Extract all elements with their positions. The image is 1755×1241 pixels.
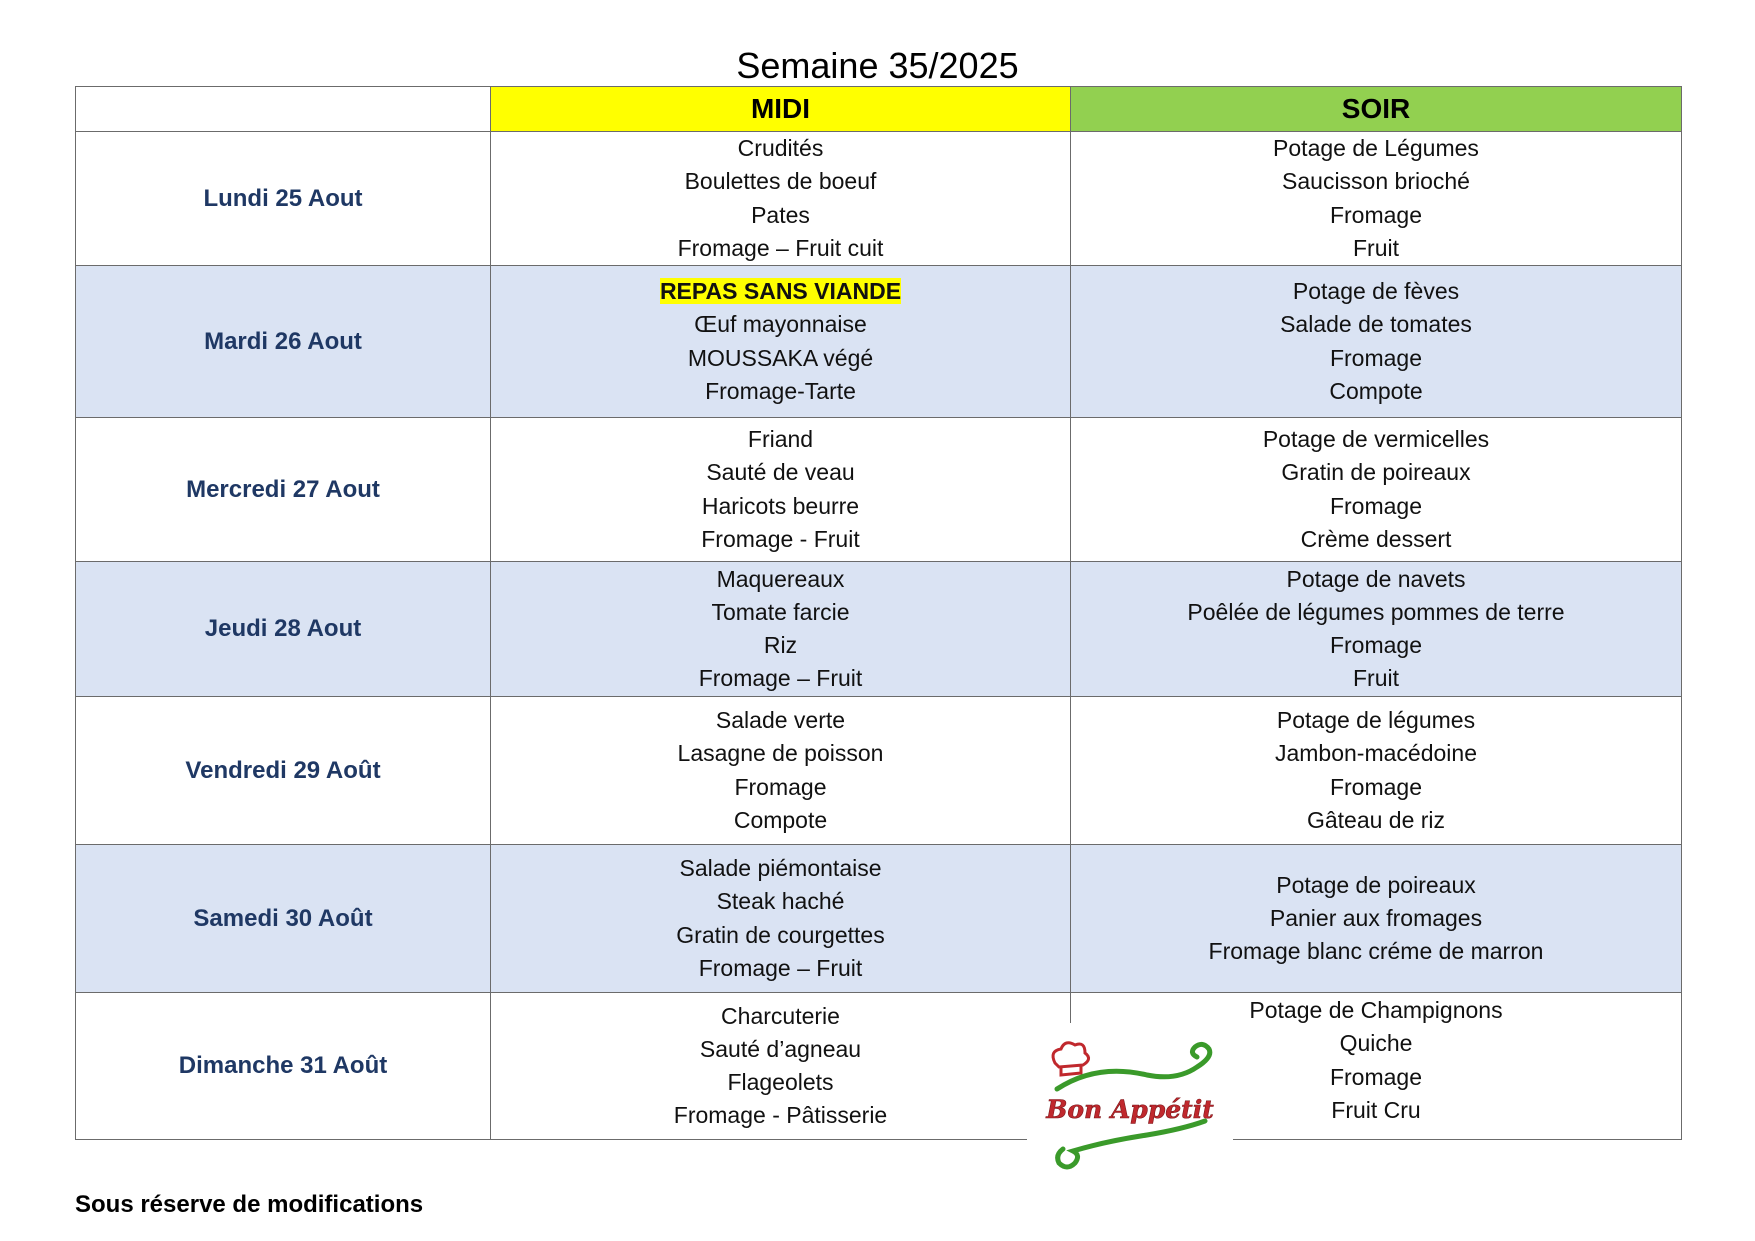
header-blank-cell	[76, 87, 491, 132]
menu-item: Lasagne de poisson	[677, 740, 884, 767]
menu-item-highlight-wrapper	[491, 275, 1070, 308]
menu-item: Panier aux fromages	[1269, 905, 1483, 932]
bon-appetit-logo-graphic	[1027, 1023, 1233, 1181]
menu-item: Gâteau de riz	[1306, 806, 1446, 833]
menu-item: Saucisson brioché	[1282, 168, 1470, 195]
midi-cell	[491, 697, 1071, 845]
menu-item: Potage de Champignons	[1249, 997, 1503, 1024]
menu-item: Steak haché	[716, 888, 845, 915]
table-row	[76, 266, 1682, 418]
menu-item: Fromage blanc créme de marron	[1208, 938, 1544, 965]
menu-item: Sauté de veau	[706, 459, 855, 486]
logo-text: Bon Appétit	[1046, 1095, 1214, 1124]
midi-cell	[491, 132, 1071, 266]
menu-item: Pates	[751, 201, 810, 228]
soir-cell	[1071, 266, 1682, 418]
menu-item: Potage de navets	[1286, 565, 1466, 592]
menu-item: Salade piémontaise	[679, 855, 882, 882]
bottom-swirl-icon	[1058, 1121, 1205, 1167]
midi-cell	[491, 418, 1071, 562]
menu-item: Fromage	[1329, 1063, 1423, 1090]
menu-item: Poêlée de légumes pommes de terre	[1187, 598, 1565, 625]
chef-hat-icon	[1053, 1043, 1089, 1075]
header-soir: SOIR	[1071, 87, 1682, 132]
soir-cell	[1071, 418, 1682, 562]
menu-item: Fruit	[1353, 234, 1399, 261]
menu-item: Riz	[763, 632, 798, 659]
menu-item: Fromage – Fruit	[698, 665, 863, 692]
menu-item: Fromage – Fruit cuit	[677, 234, 884, 261]
header-midi: MIDI	[491, 87, 1071, 132]
menu-item: Fromage - Fruit	[701, 525, 860, 552]
day-label: Samedi 30 Août	[76, 845, 491, 993]
midi-cell	[491, 562, 1071, 697]
menu-item: Fromage	[1329, 773, 1423, 800]
menu-item: Potage de légumes	[1276, 707, 1476, 734]
menu-item: Flageolets	[727, 1069, 834, 1096]
day-label: Dimanche 31 Août	[76, 993, 491, 1140]
menu-item: Œuf mayonnaise	[694, 311, 867, 338]
menu-item: MOUSSAKA végé	[687, 344, 874, 371]
table-row	[76, 697, 1682, 845]
menu-item: Potage de fèves	[1292, 278, 1460, 305]
menu-item: Fromage – Fruit	[698, 954, 863, 981]
menu-item: Fromage	[734, 773, 827, 800]
soir-cell	[1071, 132, 1682, 266]
menu-item: Crème dessert	[1300, 525, 1452, 552]
menu-item: Gratin de courgettes	[676, 921, 885, 948]
header-row	[76, 87, 1682, 132]
table-row	[76, 132, 1682, 266]
menu-item: Tomate farcie	[711, 598, 850, 625]
page-title: Semaine 35/2025	[736, 45, 1019, 86]
day-label: Mardi 26 Aout	[76, 266, 491, 418]
menu-item: Fruit	[1353, 665, 1399, 692]
menu-item: Maquereaux	[716, 565, 845, 592]
menu-item: Fromage	[1329, 201, 1423, 228]
menu-item: Fromage	[1329, 492, 1423, 519]
day-label: Jeudi 28 Aout	[76, 562, 491, 697]
menu-item: Compote	[1329, 377, 1423, 404]
table-row	[76, 993, 1682, 1140]
soir-cell	[1071, 845, 1682, 993]
midi-cell	[491, 845, 1071, 993]
day-label: Lundi 25 Aout	[76, 132, 491, 266]
soir-cell	[1071, 562, 1682, 697]
day-label: Mercredi 27 Aout	[76, 418, 491, 562]
menu-item: Salade verte	[715, 707, 846, 734]
table-row	[76, 845, 1682, 993]
menu-item: Potage de Légumes	[1273, 135, 1479, 161]
menu-item: Potage de vermicelles	[1262, 426, 1490, 453]
menu-item: Potage de poireaux	[1276, 871, 1476, 898]
menu-item: Salade de tomates	[1280, 311, 1472, 338]
midi-cell	[491, 266, 1071, 418]
menu-item: Fromage-Tarte	[705, 377, 856, 404]
menu-item: Compote	[733, 806, 828, 833]
menu-item: Charcuterie	[721, 1002, 840, 1029]
menu-item: Quiche	[1339, 1030, 1413, 1057]
menu-item: Fromage	[1329, 632, 1423, 659]
soir-cell	[1071, 697, 1682, 845]
menu-item: Gratin de poireaux	[1281, 459, 1471, 486]
menu-item: Friand	[747, 426, 814, 453]
menu-item: Boulettes de boeuf	[684, 168, 877, 195]
menu-item: Fruit Cru	[1331, 1097, 1421, 1124]
menu-item: Fromage - Pâtisserie	[673, 1102, 888, 1129]
menu-item: Fromage	[1329, 344, 1423, 371]
midi-cell	[491, 993, 1071, 1140]
weekly-menu-table	[75, 86, 1682, 1140]
bon-appetit-logo	[1027, 1023, 1233, 1181]
day-label: Vendredi 29 Août	[76, 697, 491, 845]
menu-item: Haricots beurre	[701, 492, 860, 519]
table-row	[76, 418, 1682, 562]
footer-note: Sous réserve de modifications	[75, 1191, 424, 1218]
meatless-meal-highlight: REPAS SANS VIANDE	[659, 278, 902, 305]
table-row	[76, 562, 1682, 697]
menu-item: Jambon-macédoine	[1274, 740, 1477, 767]
menu-item: Crudités	[737, 135, 824, 161]
menu-item: Sauté d’agneau	[699, 1035, 862, 1062]
